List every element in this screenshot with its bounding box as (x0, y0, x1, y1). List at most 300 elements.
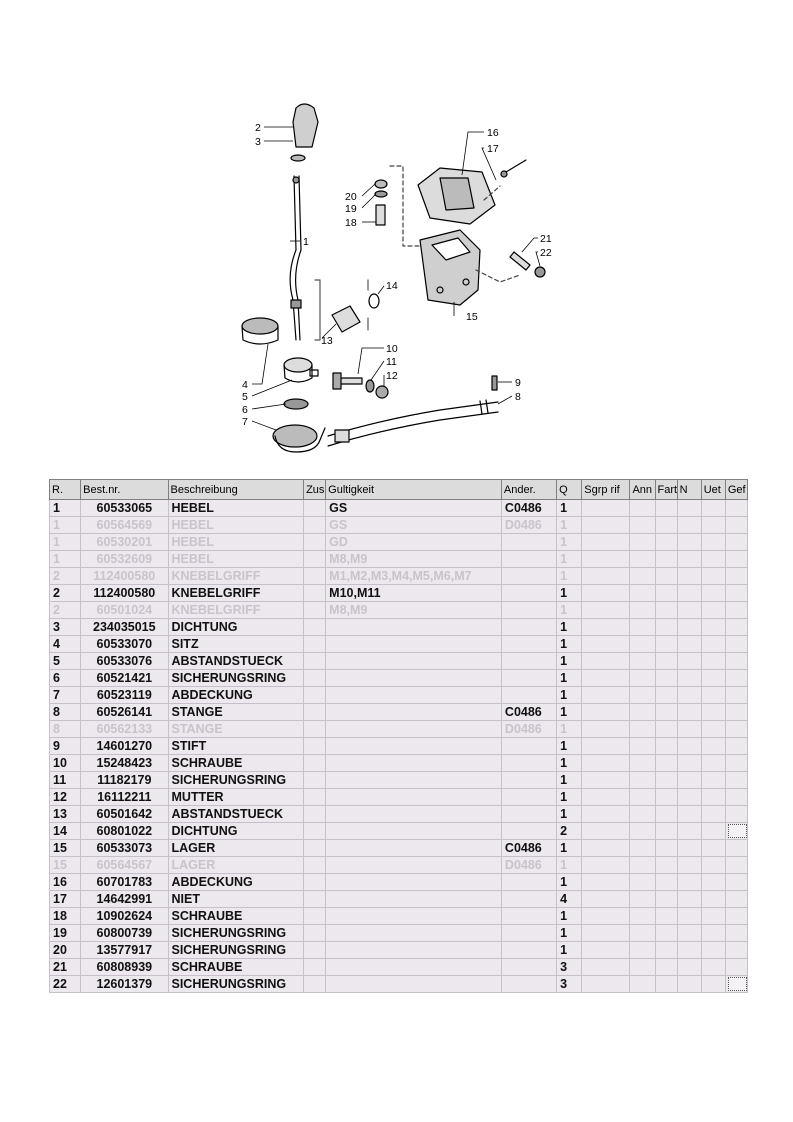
cell-ref: 2 (50, 585, 81, 602)
cell-uet (701, 874, 725, 891)
cell-zus (304, 840, 326, 857)
cell-ref: 17 (50, 891, 81, 908)
cell-uet (701, 653, 725, 670)
cell-ann (630, 840, 655, 857)
cell-uet (701, 721, 725, 738)
cell-ref: 1 (50, 500, 81, 517)
cell-fart (655, 874, 677, 891)
table-row[interactable] (50, 670, 748, 687)
cell-change (501, 653, 556, 670)
cell-part-number: 60533070 (81, 636, 168, 653)
header-zus[interactable]: Zus (304, 480, 326, 500)
cell-part-number: 60521421 (81, 670, 168, 687)
cell-description: HEBEL (168, 534, 304, 551)
cell-change (501, 738, 556, 755)
cell-validity: M1,M2,M3,M4,M5,M6,M7 (326, 568, 502, 585)
cell-part-number: 12601379 (81, 976, 168, 993)
cell-sgrp-rif (582, 789, 630, 806)
cell-change (501, 568, 556, 585)
cell-change (501, 942, 556, 959)
cell-sgrp-rif (582, 619, 630, 636)
cell-n (677, 789, 701, 806)
cell-gef (725, 585, 747, 602)
cell-sgrp-rif (582, 738, 630, 755)
table-row[interactable] (50, 585, 748, 602)
cell-sgrp-rif (582, 857, 630, 874)
cell-ann (630, 789, 655, 806)
cell-fart (655, 551, 677, 568)
cell-ann (630, 568, 655, 585)
cell-n (677, 602, 701, 619)
cell-sgrp-rif (582, 534, 630, 551)
cell-gef (725, 874, 747, 891)
cell-n (677, 891, 701, 908)
table-row[interactable] (50, 976, 748, 993)
callout-9: 9 (515, 377, 521, 389)
cell-ann (630, 551, 655, 568)
cell-fart (655, 908, 677, 925)
table-row[interactable] (50, 687, 748, 704)
cell-ref: 16 (50, 874, 81, 891)
cell-part-number: 13577917 (81, 942, 168, 959)
cell-zus (304, 517, 326, 534)
cell-sgrp-rif (582, 806, 630, 823)
cell-gef (725, 721, 747, 738)
cell-ref: 1 (50, 517, 81, 534)
gef-checkbox[interactable] (728, 977, 747, 991)
cell-description: ABDECKUNG (168, 874, 304, 891)
cell-description: HEBEL (168, 551, 304, 568)
cell-uet (701, 704, 725, 721)
table-row[interactable] (50, 704, 748, 721)
table-row[interactable] (50, 891, 748, 908)
cell-validity: M10,M11 (326, 585, 502, 602)
cell-ref: 11 (50, 772, 81, 789)
cell-gef (725, 687, 747, 704)
cell-gef (725, 823, 747, 840)
cell-zus (304, 874, 326, 891)
cell-sgrp-rif (582, 908, 630, 925)
cell-ann (630, 670, 655, 687)
cell-gef (725, 517, 747, 534)
cell-sgrp-rif (582, 636, 630, 653)
header-validity[interactable]: Gultigkeit (326, 480, 502, 500)
cell-gef (725, 891, 747, 908)
callout-21: 21 (540, 233, 552, 245)
cell-fart (655, 517, 677, 534)
cell-gef (725, 857, 747, 874)
cell-sgrp-rif (582, 585, 630, 602)
cell-n (677, 704, 701, 721)
cell-zus (304, 687, 326, 704)
callout-2: 2 (255, 122, 261, 134)
cell-part-number: 112400580 (81, 568, 168, 585)
callout-6: 6 (242, 404, 248, 416)
cell-ref: 12 (50, 789, 81, 806)
cell-ref: 15 (50, 857, 81, 874)
cell-description: SICHERUNGSRING (168, 772, 304, 789)
cell-validity: GS (326, 517, 502, 534)
cell-n (677, 721, 701, 738)
cell-ref: 2 (50, 568, 81, 585)
cell-uet (701, 602, 725, 619)
cell-fart (655, 687, 677, 704)
header-gef[interactable]: Gef (725, 480, 747, 500)
cell-fart (655, 602, 677, 619)
cell-sgrp-rif (582, 942, 630, 959)
cell-gef (725, 772, 747, 789)
cell-n (677, 534, 701, 551)
table-row[interactable] (50, 755, 748, 772)
cell-n (677, 670, 701, 687)
table-row[interactable] (50, 806, 748, 823)
cell-description: SICHERUNGSRING (168, 670, 304, 687)
cell-ann (630, 891, 655, 908)
cell-ann (630, 908, 655, 925)
cell-ann (630, 619, 655, 636)
cell-ref: 4 (50, 636, 81, 653)
table-row[interactable] (50, 840, 748, 857)
cell-fart (655, 840, 677, 857)
cell-sgrp-rif (582, 840, 630, 857)
cell-quantity: 1 (557, 619, 582, 636)
table-row[interactable] (50, 959, 748, 976)
cell-ann (630, 738, 655, 755)
gef-checkbox[interactable] (728, 824, 747, 838)
cell-ref: 2 (50, 602, 81, 619)
cell-ref: 22 (50, 976, 81, 993)
cell-n (677, 857, 701, 874)
cell-quantity: 1 (557, 942, 582, 959)
cell-description: SCHRAUBE (168, 755, 304, 772)
cell-zus (304, 976, 326, 993)
cell-description: KNEBELGRIFF (168, 602, 304, 619)
cell-ann (630, 653, 655, 670)
cell-n (677, 517, 701, 534)
cell-description: NIET (168, 891, 304, 908)
cell-n (677, 942, 701, 959)
header-description[interactable]: Beschreibung (168, 480, 304, 500)
cell-description: LAGER (168, 840, 304, 857)
cell-fart (655, 636, 677, 653)
cell-n (677, 925, 701, 942)
cell-description: ABSTANDSTUECK (168, 653, 304, 670)
cell-part-number: 60501642 (81, 806, 168, 823)
table-row[interactable] (50, 653, 748, 670)
cell-part-number: 15248423 (81, 755, 168, 772)
cell-sgrp-rif (582, 976, 630, 993)
callout-12: 12 (386, 370, 398, 382)
cell-validity (326, 721, 502, 738)
table-row[interactable] (50, 500, 748, 517)
table-row[interactable] (50, 568, 748, 585)
cell-fart (655, 619, 677, 636)
cell-ref: 15 (50, 840, 81, 857)
cell-sgrp-rif (582, 602, 630, 619)
header-part-number[interactable]: Best.nr. (81, 480, 168, 500)
cell-change (501, 602, 556, 619)
cell-quantity: 1 (557, 772, 582, 789)
cell-sgrp-rif (582, 772, 630, 789)
cell-uet (701, 823, 725, 840)
header-change[interactable]: Ander. (501, 480, 556, 500)
cell-fart (655, 721, 677, 738)
cell-uet (701, 670, 725, 687)
cell-uet (701, 857, 725, 874)
cell-part-number: 14601270 (81, 738, 168, 755)
callout-3: 3 (255, 136, 261, 148)
cell-sgrp-rif (582, 653, 630, 670)
cell-n (677, 840, 701, 857)
cell-zus (304, 908, 326, 925)
cell-description: DICHTUNG (168, 619, 304, 636)
cell-uet (701, 942, 725, 959)
cell-validity (326, 772, 502, 789)
cell-fart (655, 806, 677, 823)
cell-description: SCHRAUBE (168, 959, 304, 976)
cell-uet (701, 500, 725, 517)
cell-part-number: 16112211 (81, 789, 168, 806)
cell-quantity: 1 (557, 738, 582, 755)
cell-sgrp-rif (582, 925, 630, 942)
cell-validity (326, 704, 502, 721)
callout-8: 8 (515, 391, 521, 403)
cell-gef (725, 500, 747, 517)
cell-quantity: 1 (557, 874, 582, 891)
cell-sgrp-rif (582, 721, 630, 738)
table-row[interactable] (50, 721, 748, 738)
callout-13: 13 (321, 335, 333, 347)
cell-zus (304, 619, 326, 636)
cell-n (677, 874, 701, 891)
cell-quantity: 1 (557, 704, 582, 721)
cell-part-number: 60564567 (81, 857, 168, 874)
table-row[interactable] (50, 823, 748, 840)
header-fart[interactable]: Fart (655, 480, 677, 500)
cell-ref: 20 (50, 942, 81, 959)
cell-part-number: 60530201 (81, 534, 168, 551)
cell-ref: 1 (50, 534, 81, 551)
cell-n (677, 823, 701, 840)
cell-change: D0486 (501, 721, 556, 738)
cell-sgrp-rif (582, 551, 630, 568)
exploded-parts-diagram (236, 96, 552, 456)
cell-fart (655, 789, 677, 806)
cell-n (677, 687, 701, 704)
cell-uet (701, 925, 725, 942)
cell-gef (725, 704, 747, 721)
cell-sgrp-rif (582, 755, 630, 772)
cell-quantity: 1 (557, 500, 582, 517)
header-r[interactable]: R. (50, 480, 81, 500)
cell-quantity: 1 (557, 551, 582, 568)
table-row[interactable] (50, 908, 748, 925)
cell-zus (304, 653, 326, 670)
cell-fart (655, 857, 677, 874)
cell-gef (725, 789, 747, 806)
table-body (50, 500, 748, 993)
cell-description: DICHTUNG (168, 823, 304, 840)
cell-n (677, 738, 701, 755)
cell-fart (655, 738, 677, 755)
cell-change (501, 551, 556, 568)
cell-quantity: 1 (557, 602, 582, 619)
table-row[interactable] (50, 551, 748, 568)
cell-n (677, 568, 701, 585)
cell-part-number: 234035015 (81, 619, 168, 636)
cell-change (501, 806, 556, 823)
cell-change (501, 976, 556, 993)
cell-part-number: 60800739 (81, 925, 168, 942)
cell-change: D0486 (501, 517, 556, 534)
cell-quantity: 1 (557, 653, 582, 670)
cell-uet (701, 755, 725, 772)
cell-change (501, 959, 556, 976)
cell-change (501, 670, 556, 687)
cell-uet (701, 959, 725, 976)
callout-5: 5 (242, 391, 248, 403)
cell-ref: 3 (50, 619, 81, 636)
cell-validity (326, 891, 502, 908)
table-row[interactable] (50, 857, 748, 874)
callout-14: 14 (386, 280, 398, 292)
cell-gef (725, 976, 747, 993)
cell-part-number: 11182179 (81, 772, 168, 789)
table-row[interactable] (50, 925, 748, 942)
cell-fart (655, 925, 677, 942)
cell-quantity: 4 (557, 891, 582, 908)
cell-change (501, 925, 556, 942)
header-uet[interactable]: Uet (701, 480, 725, 500)
cell-validity (326, 857, 502, 874)
cell-gef (725, 908, 747, 925)
cell-n (677, 585, 701, 602)
table-row[interactable] (50, 619, 748, 636)
cell-fart (655, 568, 677, 585)
cell-validity (326, 670, 502, 687)
cell-sgrp-rif (582, 517, 630, 534)
cell-quantity: 1 (557, 755, 582, 772)
cell-sgrp-rif (582, 874, 630, 891)
cell-sgrp-rif (582, 670, 630, 687)
cell-zus (304, 738, 326, 755)
table-row[interactable] (50, 534, 748, 551)
cell-validity (326, 959, 502, 976)
header-ann[interactable]: Ann (630, 480, 655, 500)
cell-validity (326, 908, 502, 925)
cell-ann (630, 772, 655, 789)
cell-validity (326, 976, 502, 993)
cell-change (501, 585, 556, 602)
cell-quantity: 1 (557, 534, 582, 551)
cell-ann (630, 687, 655, 704)
cell-gef (725, 551, 747, 568)
cell-zus (304, 602, 326, 619)
header-n[interactable]: N (677, 480, 701, 500)
cell-ann (630, 517, 655, 534)
table-row[interactable] (50, 942, 748, 959)
cell-gef (725, 602, 747, 619)
callout-17: 17 (487, 143, 499, 155)
cell-ann (630, 976, 655, 993)
cell-zus (304, 755, 326, 772)
cell-ref: 18 (50, 908, 81, 925)
cell-fart (655, 500, 677, 517)
cell-fart (655, 755, 677, 772)
cell-validity: GD (326, 534, 502, 551)
cell-description: SCHRAUBE (168, 908, 304, 925)
cell-quantity: 1 (557, 687, 582, 704)
cell-part-number: 60533076 (81, 653, 168, 670)
cell-fart (655, 823, 677, 840)
cell-uet (701, 891, 725, 908)
cell-gef (725, 840, 747, 857)
cell-change (501, 823, 556, 840)
callout-11: 11 (386, 356, 397, 368)
table-header (50, 480, 748, 500)
cell-ann (630, 942, 655, 959)
table-row[interactable] (50, 602, 748, 619)
cell-change (501, 755, 556, 772)
cell-sgrp-rif (582, 704, 630, 721)
cell-uet (701, 687, 725, 704)
header-quantity[interactable]: Q (557, 480, 582, 500)
cell-gef (725, 942, 747, 959)
cell-description: ABSTANDSTUECK (168, 806, 304, 823)
cell-part-number: 60533065 (81, 500, 168, 517)
table-row[interactable] (50, 874, 748, 891)
cell-validity (326, 619, 502, 636)
table-row[interactable] (50, 636, 748, 653)
cell-uet (701, 619, 725, 636)
cell-change (501, 636, 556, 653)
cell-change: C0486 (501, 840, 556, 857)
cell-validity: GS (326, 500, 502, 517)
cell-sgrp-rif (582, 823, 630, 840)
cell-ref: 9 (50, 738, 81, 755)
cell-description: SICHERUNGSRING (168, 976, 304, 993)
cell-change: D0486 (501, 857, 556, 874)
table-row[interactable] (50, 772, 748, 789)
cell-n (677, 976, 701, 993)
table-row[interactable] (50, 738, 748, 755)
seal-ring-shape (291, 155, 305, 161)
cell-quantity: 1 (557, 840, 582, 857)
cell-zus (304, 789, 326, 806)
cell-fart (655, 670, 677, 687)
cell-description: SICHERUNGSRING (168, 925, 304, 942)
table-row[interactable] (50, 517, 748, 534)
cell-zus (304, 636, 326, 653)
cell-n (677, 755, 701, 772)
cell-description: KNEBELGRIFF (168, 585, 304, 602)
cell-n (677, 636, 701, 653)
cell-ann (630, 857, 655, 874)
cell-fart (655, 942, 677, 959)
cell-ref: 10 (50, 755, 81, 772)
cell-zus (304, 721, 326, 738)
cell-description: HEBEL (168, 500, 304, 517)
table-row[interactable] (50, 789, 748, 806)
cell-part-number: 60808939 (81, 959, 168, 976)
cell-description: KNEBELGRIFF (168, 568, 304, 585)
cell-part-number: 60562133 (81, 721, 168, 738)
cell-description: LAGER (168, 857, 304, 874)
cell-validity (326, 687, 502, 704)
cell-change: C0486 (501, 500, 556, 517)
header-sgrp-rif[interactable]: Sgrp rif (582, 480, 630, 500)
cell-quantity: 1 (557, 908, 582, 925)
